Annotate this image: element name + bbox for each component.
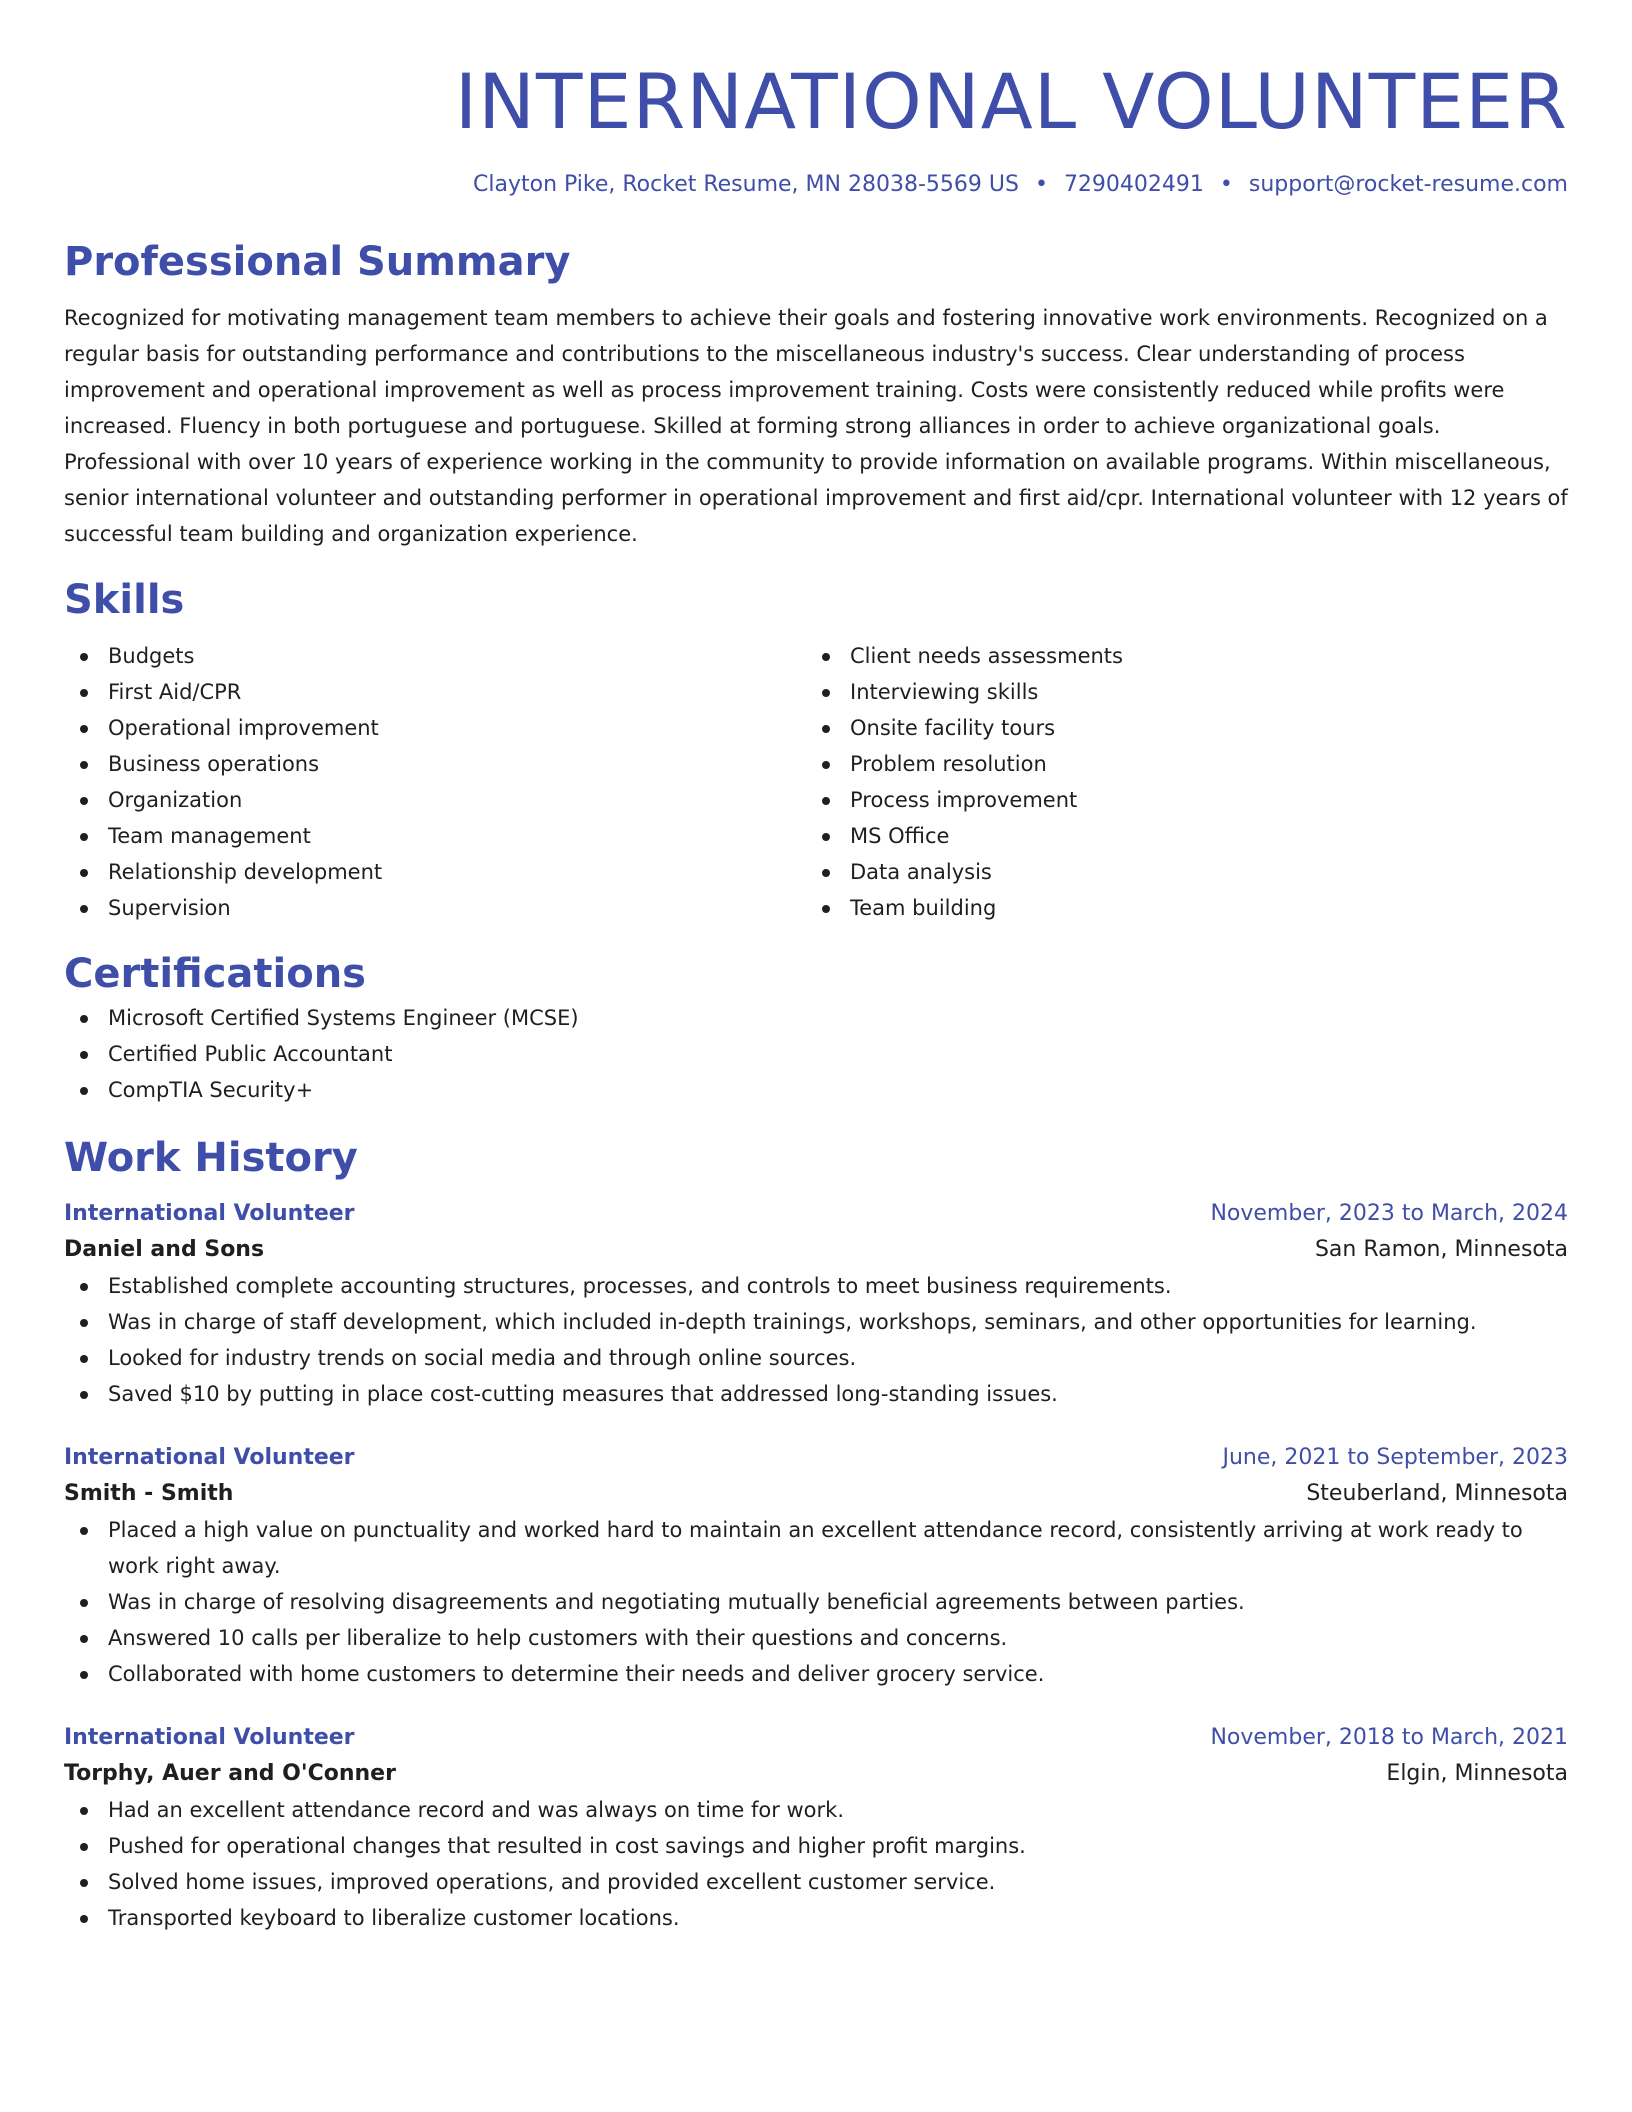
contact-email[interactable]: support@rocket-resume.com: [1248, 172, 1568, 197]
certification-item: Microsoft Certified Systems Engineer (MCSE): [64, 1000, 1568, 1036]
work-history-heading: Work History: [64, 1135, 358, 1181]
skill-item: Budgets: [64, 638, 806, 674]
contact-line: [64, 168, 1568, 202]
job-bullet: Solved home issues, improved operations, and provided excellent customer service.: [64, 1864, 1568, 1900]
job-bullet: Saved $10 by putting in place cost-cutting measures that addressed long-standing issues.: [64, 1376, 1568, 1412]
resume-name: INTERNATIONAL VOLUNTEER: [454, 57, 1568, 146]
job-bullet: Established complete accounting structures, processes, and controls to meet business requirements.: [64, 1268, 1568, 1304]
job-location: Steuberland, Minnesota: [1306, 1481, 1568, 1506]
skill-item: Onsite facility tours: [806, 710, 1548, 746]
skill-item: Team management: [64, 818, 806, 854]
contact-address: Clayton Pike, Rocket Resume, MN 28038-5569 US: [473, 172, 1019, 197]
job-company-row: [64, 1232, 1568, 1268]
skill-item: Data analysis: [806, 854, 1548, 890]
job-title: International Volunteer: [64, 1445, 355, 1470]
job-company: Smith - Smith: [64, 1481, 234, 1506]
skill-item: Interviewing skills: [806, 674, 1548, 710]
job-bullet: Answered 10 calls per liberalize to help customers with their questions and concerns.: [64, 1620, 1568, 1656]
skills-heading: Skills: [64, 577, 185, 623]
skill-item: Supervision: [64, 890, 806, 926]
skill-item: Business operations: [64, 746, 806, 782]
job-dates: November, 2023 to March, 2024: [1210, 1201, 1568, 1226]
job-header-row: [64, 1196, 1568, 1232]
job-company: Torphy, Auer and O'Conner: [64, 1761, 396, 1786]
job-company-row: [64, 1476, 1568, 1512]
skills-left-column: [64, 638, 806, 926]
skill-item: Team building: [806, 890, 1548, 926]
job-bullet: Was in charge of resolving disagreements and negotiating mutually beneficial agreements between parties.: [64, 1584, 1568, 1620]
job-bullets: [64, 1792, 1568, 1936]
skills-right-column: [806, 638, 1548, 926]
certifications-list: [64, 1000, 1568, 1108]
skill-item: Problem resolution: [806, 746, 1548, 782]
resume-page: [64, 0, 1568, 1936]
job-title: International Volunteer: [64, 1725, 355, 1750]
skill-item: Organization: [64, 782, 806, 818]
job-bullet: Pushed for operational changes that resulted in cost savings and higher profit margins.: [64, 1828, 1568, 1864]
job-location: San Ramon, Minnesota: [1314, 1237, 1568, 1262]
contact-separator: •: [1034, 172, 1048, 197]
job-entry: [64, 1720, 1568, 1936]
skill-item: MS Office: [806, 818, 1548, 854]
skill-item: Process improvement: [806, 782, 1548, 818]
skill-item: Relationship development: [64, 854, 806, 890]
job-bullets: [64, 1512, 1568, 1692]
certification-item: Certified Public Accountant: [64, 1036, 1568, 1072]
job-bullet: Was in charge of staff development, which included in-depth trainings, workshops, seminars, and other opportunities for learning.: [64, 1304, 1568, 1340]
skill-item: First Aid/CPR: [64, 674, 806, 710]
job-bullet: Transported keyboard to liberalize customer locations.: [64, 1900, 1568, 1936]
skills-grid: [64, 638, 1568, 926]
certification-item: CompTIA Security+: [64, 1072, 1568, 1108]
job-bullet: Had an excellent attendance record and was always on time for work.: [64, 1792, 1568, 1828]
job-bullet: Collaborated with home customers to determine their needs and deliver grocery service.: [64, 1656, 1568, 1692]
job-bullet: Placed a high value on punctuality and worked hard to maintain an excellent attendance record, consistently arriving at work ready to work right away.: [64, 1512, 1568, 1584]
job-bullets: [64, 1268, 1568, 1412]
skill-item: Client needs assessments: [806, 638, 1548, 674]
job-location: Elgin, Minnesota: [1386, 1761, 1568, 1786]
job-company: Daniel and Sons: [64, 1237, 265, 1262]
contact-phone: 7290402491: [1063, 172, 1204, 197]
certifications-heading: Certifications: [64, 951, 366, 997]
job-company-row: [64, 1756, 1568, 1792]
job-header-row: [64, 1440, 1568, 1476]
skill-item: Operational improvement: [64, 710, 806, 746]
job-entry: [64, 1440, 1568, 1692]
job-dates: November, 2018 to March, 2021: [1210, 1725, 1568, 1750]
job-title: International Volunteer: [64, 1201, 355, 1226]
job-bullet: Looked for industry trends on social media and through online sources.: [64, 1340, 1568, 1376]
contact-separator: •: [1219, 172, 1233, 197]
summary-text: Recognized for motivating management team members to achieve their goals and fostering innovative work environments. Recognized on a regular basis for outstanding performance and contributions to the miscellaneous industry's success. Clear understanding of process improvement and operational improvement as well as process improvement training. Costs were consistently reduced while profits were increased. Fluency in both portuguese and portuguese. Skilled at forming strong alliances in order to achieve organizational goals. Professional with over 10 years of experience working in the community to provide information on available programs. Within miscellaneous, senior international volunteer and outstanding performer in operational improvement and first aid/cpr. International volunteer with 12 years of successful team building and organization experience.: [64, 306, 1568, 546]
summary-heading: Professional Summary: [64, 239, 571, 285]
job-entry: [64, 1196, 1568, 1412]
job-dates: June, 2021 to September, 2023: [1222, 1445, 1568, 1470]
job-header-row: [64, 1720, 1568, 1756]
